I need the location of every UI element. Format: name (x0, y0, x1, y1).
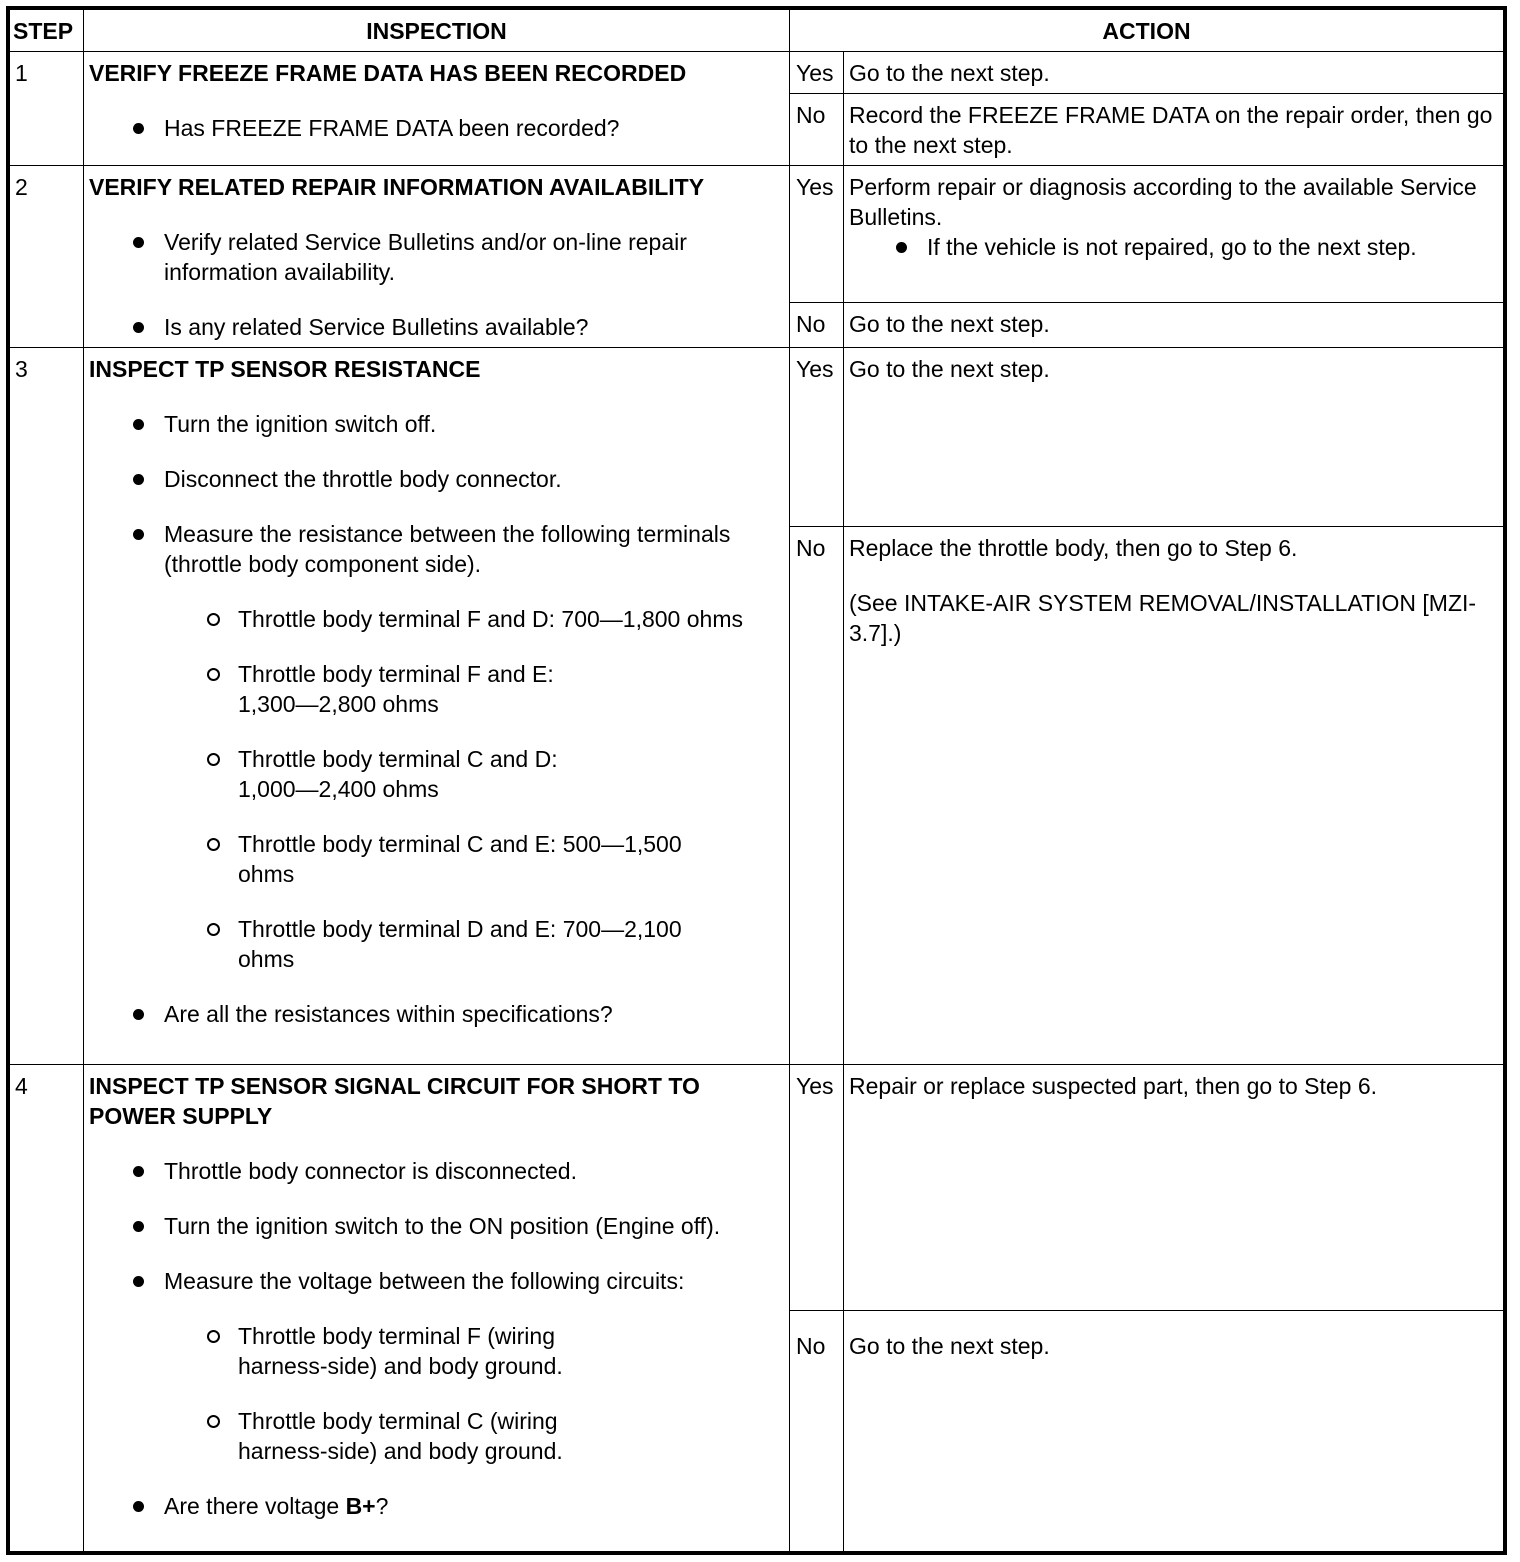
step-1-title: VERIFY FREEZE FRAME DATA HAS BEEN RECORDED (89, 60, 687, 86)
step-3-sub-bullet-3: Throttle body terminal C and D: 1,000—2,400 ohms (238, 744, 784, 804)
step-3-no-action-note: (See INTAKE-AIR SYSTEM REMOVAL/INSTALLATION [MZI-3.7].) (849, 590, 1477, 646)
step-3-bullet-3 (164, 519, 784, 974)
step-3-bullet-2: Disconnect the throttle body connector. (164, 464, 784, 494)
step-1-no-action: Record the FREEZE FRAME DATA on the repair order, then go to the next step. (844, 94, 1504, 166)
step-3-bullet-3-text: Measure the resistance between the following terminals (throttle body component side). (164, 521, 731, 577)
step-4-bullet-2: Turn the ignition switch to the ON position (Engine off). (164, 1211, 784, 1241)
step-1-inspection (84, 52, 790, 166)
step-3-title: INSPECT TP SENSOR RESISTANCE (89, 356, 481, 382)
step-2-yes-label: Yes (790, 166, 844, 303)
step-2-bullets (89, 227, 784, 342)
step-4-no-action: Go to the next step. (844, 1311, 1504, 1552)
step-2-no-action: Go to the next step. (844, 303, 1504, 348)
step-3-bullet-1: Turn the ignition switch off. (164, 409, 784, 439)
step-4-title: INSPECT TP SENSOR SIGNAL CIRCUIT FOR SHORT TO POWER SUPPLY (89, 1073, 700, 1129)
step-2-yes-action-bullet: If the vehicle is not repaired, go to the next step. (927, 232, 1498, 262)
step-4-bullet-3 (164, 1266, 784, 1466)
step-4-yes-label: Yes (790, 1065, 844, 1311)
step-4-bullet-4-bold: B+ (345, 1493, 376, 1519)
diagnostic-procedure-page (6, 6, 1507, 1555)
header-row (10, 10, 1504, 52)
step-4-bullet-4 (164, 1491, 784, 1521)
action-header: ACTION (790, 10, 1504, 52)
step-4-bullet-4-text: Are there voltage (164, 1493, 346, 1519)
step-4-yes-row (10, 1065, 1504, 1311)
step-2-no-label: No (790, 303, 844, 348)
step-3-no-action-text: Replace the throttle body, then go to Step 6. (849, 535, 1298, 561)
step-4-sub-bullets (164, 1321, 784, 1466)
step-3-sub-bullet-1: Throttle body terminal F and D: 700—1,800 ohms (238, 604, 784, 634)
step-1-bullets (89, 113, 784, 143)
step-header: STEP (10, 10, 84, 52)
step-3-sub-bullet-2: Throttle body terminal F and E: 1,300—2,800 ohms (238, 659, 784, 719)
step-2-yes-action (844, 166, 1504, 303)
step-1-bullet-1: Has FREEZE FRAME DATA been recorded? (164, 113, 784, 143)
step-3-no-action (844, 527, 1504, 1065)
step-4-bullet-3-text: Measure the voltage between the following circuits: (164, 1268, 685, 1294)
step-2-yes-action-bullets (849, 232, 1498, 262)
step-1-yes-row (10, 52, 1504, 94)
step-4-bullet-4-end: ? (375, 1493, 389, 1519)
step-4-no-label: No (790, 1311, 844, 1552)
step-2-bullet-1: Verify related Service Bulletins and/or on-line repair information availability. (164, 227, 784, 287)
step-2-inspection (84, 166, 790, 348)
step-4-sub-bullet-1: Throttle body terminal F (wiring harness-side) and body ground. (238, 1321, 784, 1381)
step-3-sub-bullet-5: Throttle body terminal D and E: 700—2,100 ohms (238, 914, 784, 974)
step-1-yes-label: Yes (790, 52, 844, 94)
step-3-yes-action: Go to the next step. (844, 348, 1504, 527)
step-1-no-label: No (790, 94, 844, 166)
step-4-sub-bullet-2: Throttle body terminal C (wiring harness-side) and body ground. (238, 1406, 784, 1466)
step-4-bullets (89, 1156, 784, 1521)
step-3-bullets (89, 409, 784, 1029)
step-3-yes-label: Yes (790, 348, 844, 527)
step-3-inspection (84, 348, 790, 1065)
step-4-bullet-1: Throttle body connector is disconnected. (164, 1156, 784, 1186)
step-3-bullet-4: Are all the resistances within specifications? (164, 999, 784, 1029)
step-2-yes-action-text: Perform repair or diagnosis according to the available Service Bulletins. (849, 174, 1477, 230)
step-3-sub-bullets (164, 604, 784, 974)
step-4-number: 4 (10, 1065, 84, 1552)
step-3-no-label: No (790, 527, 844, 1065)
step-2-yes-row (10, 166, 1504, 303)
diagnostic-table (9, 9, 1504, 1552)
step-2-number: 2 (10, 166, 84, 348)
step-3-sub-bullet-4: Throttle body terminal C and E: 500—1,500 ohms (238, 829, 784, 889)
step-4-inspection (84, 1065, 790, 1552)
step-4-yes-action: Repair or replace suspected part, then go to Step 6. (844, 1065, 1504, 1311)
step-2-bullet-2: Is any related Service Bulletins available? (164, 312, 784, 342)
step-3-number: 3 (10, 348, 84, 1065)
step-1-number: 1 (10, 52, 84, 166)
step-3-yes-row (10, 348, 1504, 527)
inspection-header: INSPECTION (84, 10, 790, 52)
step-1-yes-action: Go to the next step. (844, 52, 1504, 94)
step-2-title: VERIFY RELATED REPAIR INFORMATION AVAILABILITY (89, 174, 705, 200)
